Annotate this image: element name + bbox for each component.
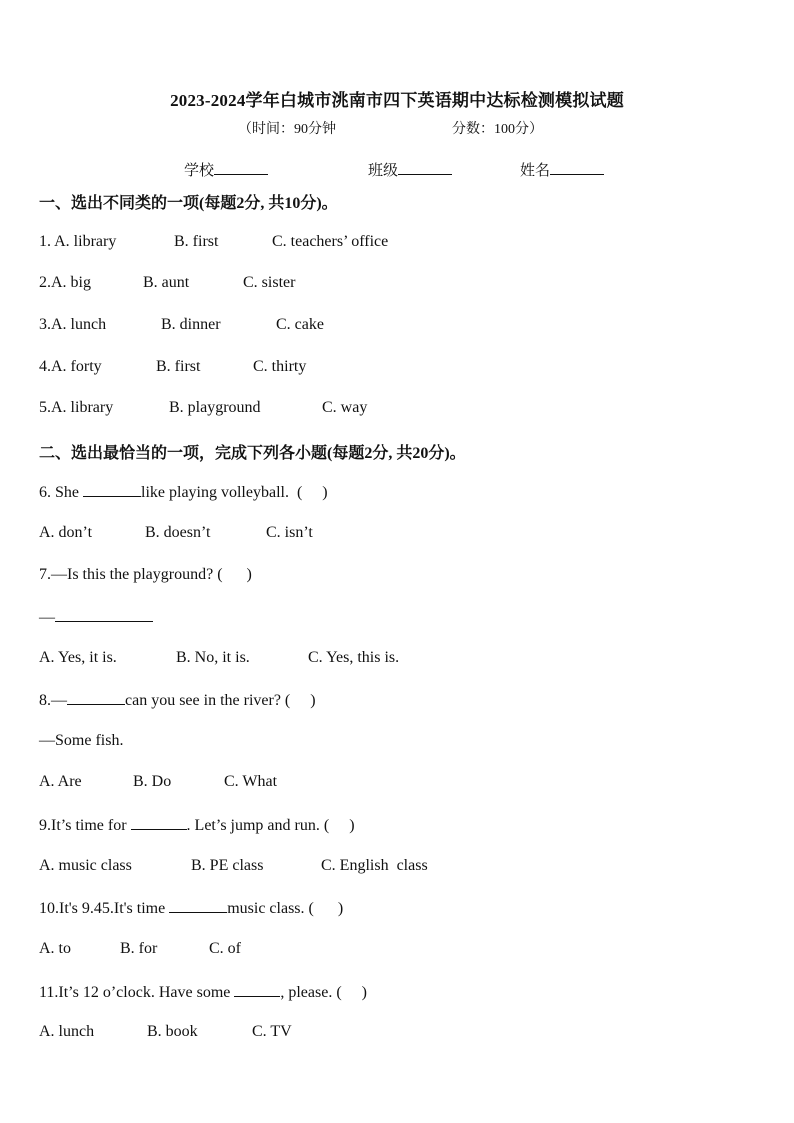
q5-option-b: B. playground	[169, 399, 261, 416]
q6-option-c: C. isn’t	[266, 524, 313, 541]
q10-stem	[39, 898, 343, 918]
q1-option-c: C. teachers’ office	[272, 233, 389, 250]
q1-option-b: B. first	[174, 233, 219, 250]
class-blank	[398, 160, 452, 175]
q10-stem-start: 10.It's 9.45.It's time	[39, 900, 166, 917]
q2-option-c: C. sister	[243, 274, 296, 291]
name-blank	[550, 160, 604, 175]
q6-stem	[39, 482, 328, 502]
q7-answer-line	[39, 607, 153, 627]
q3-option-c: C. cake	[276, 316, 324, 333]
q9-blank	[131, 815, 187, 830]
exam-time: （时间：90分钟	[238, 122, 336, 137]
q9-option-c: C. English class	[321, 857, 428, 874]
q2-option-a: 2.A. big	[39, 274, 91, 291]
q6-option-a: A. don’t	[39, 524, 93, 541]
q9-stem	[39, 815, 355, 835]
q6-blank	[83, 482, 141, 497]
q4-option-b: B. first	[156, 358, 201, 375]
q7-option-a: A. Yes, it is.	[39, 649, 117, 666]
q9-option-b: B. PE class	[191, 857, 264, 874]
exam-score: 分数：100分）	[452, 122, 543, 137]
q4-option-a: 4.A. forty	[39, 358, 102, 375]
q11-blank	[234, 982, 280, 997]
section2-heading: 二、选出最恰当的一项，完成下列各小题(每题2分, 共20分)。	[39, 445, 466, 462]
q11-option-a: A. lunch	[39, 1023, 95, 1040]
q6-option-b: B. doesn’t	[145, 524, 211, 541]
school-blank	[214, 160, 268, 175]
q2-option-b: B. aunt	[143, 274, 190, 291]
school-label: 学校	[184, 163, 215, 179]
q1-option-a: 1. A. library	[39, 233, 117, 250]
q9-stem-start: 9.It’s time for	[39, 817, 127, 834]
q10-stem-end: music class. ( )	[227, 900, 344, 917]
section1-heading: 一、选出不同类的一项(每题2分, 共10分)。	[39, 195, 338, 212]
q11-stem-end: , please. ( )	[280, 984, 367, 1001]
q10-option-b: B. for	[120, 940, 158, 957]
q11-option-c: C. TV	[252, 1023, 292, 1040]
name-label: 姓名	[520, 163, 551, 179]
q9-option-a: A. music class	[39, 857, 132, 874]
q8-stem-start: 8.—	[39, 692, 67, 709]
exam-title: 2023-2024学年白城市洮南市四下英语期中达标检测模拟试题	[170, 91, 624, 110]
q8-option-b: B. Do	[133, 773, 172, 790]
q7-answer-dash: —	[39, 609, 55, 626]
q11-option-b: B. book	[147, 1023, 198, 1040]
q6-stem-start: 6. She	[39, 484, 79, 501]
q8-reply: —Some fish.	[39, 732, 124, 749]
q11-stem	[39, 982, 367, 1002]
class-label: 班级	[368, 163, 399, 179]
q7-option-c: C. Yes, this is.	[308, 649, 400, 666]
q10-option-c: C. of	[209, 940, 241, 957]
q11-stem-start: 11.It’s 12 o’clock. Have some	[39, 984, 231, 1001]
q10-option-a: A. to	[39, 940, 71, 957]
school-field	[184, 159, 268, 180]
q3-option-a: 3.A. lunch	[39, 316, 107, 333]
q8-option-c: C. What	[224, 773, 278, 790]
q3-option-b: B. dinner	[161, 316, 221, 333]
q9-stem-end: . Let’s jump and run. ( )	[186, 817, 355, 834]
q4-option-c: C. thirty	[253, 358, 307, 375]
q5-option-a: 5.A. library	[39, 399, 114, 416]
class-field	[368, 159, 452, 180]
q6-stem-end: like playing volleyball. ( )	[141, 484, 328, 501]
q5-option-c: C. way	[322, 399, 368, 416]
q8-option-a: A. Are	[39, 773, 82, 790]
q7-option-b: B. No, it is.	[176, 649, 250, 666]
q8-stem-end: can you see in the river? ( )	[125, 692, 316, 709]
q7-answer-blank	[55, 607, 153, 622]
q7-stem: 7.—Is this the playground? ( )	[39, 566, 252, 583]
q8-blank	[67, 690, 125, 705]
q10-blank	[169, 898, 227, 913]
q8-stem	[39, 690, 316, 710]
name-field	[520, 159, 604, 180]
